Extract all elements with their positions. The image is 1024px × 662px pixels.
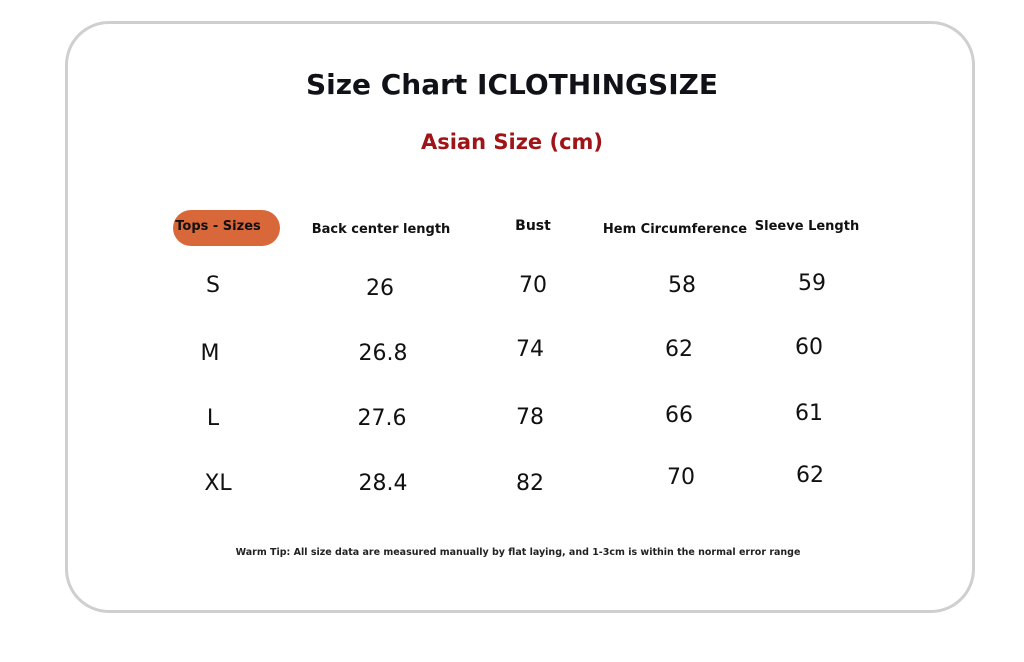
column-header-sleeve-length: Sleeve Length <box>754 219 860 234</box>
table-cell: 61 <box>795 401 823 426</box>
row-size-label: S <box>206 273 220 298</box>
table-cell: 58 <box>668 273 696 298</box>
table-cell: 59 <box>798 271 826 296</box>
row-size-label: M <box>200 341 220 366</box>
table-cell: 66 <box>665 403 693 428</box>
size-chart-card <box>65 21 975 613</box>
column-header-hem-circumference: Hem Circumference <box>602 222 748 237</box>
table-cell: 26 <box>366 276 394 301</box>
column-header-bust: Bust <box>515 218 551 234</box>
warm-tip-note: Warm Tip: All size data are measured manually by flat laying, and 1-3cm is within the normal error range <box>235 547 801 558</box>
table-cell: 28.4 <box>358 471 408 496</box>
page-title: Size Chart ICLOTHINGSIZE <box>305 68 719 101</box>
table-cell: 78 <box>516 405 544 430</box>
page-subtitle: Asian Size (cm) <box>420 130 603 154</box>
table-cell: 70 <box>667 465 695 490</box>
table-cell: 27.6 <box>357 406 407 431</box>
table-cell: 26.8 <box>358 341 408 366</box>
table-cell: 74 <box>516 337 544 362</box>
table-cell: 60 <box>795 335 823 360</box>
table-cell: 82 <box>516 471 544 496</box>
tops-sizes-label: Tops - Sizes <box>175 219 261 234</box>
table-cell: 70 <box>519 273 547 298</box>
table-cell: 62 <box>796 463 824 488</box>
column-header-back-center-length: Back center length <box>311 222 451 237</box>
row-size-label: L <box>206 406 220 431</box>
row-size-label: XL <box>204 471 232 496</box>
table-cell: 62 <box>665 337 693 362</box>
